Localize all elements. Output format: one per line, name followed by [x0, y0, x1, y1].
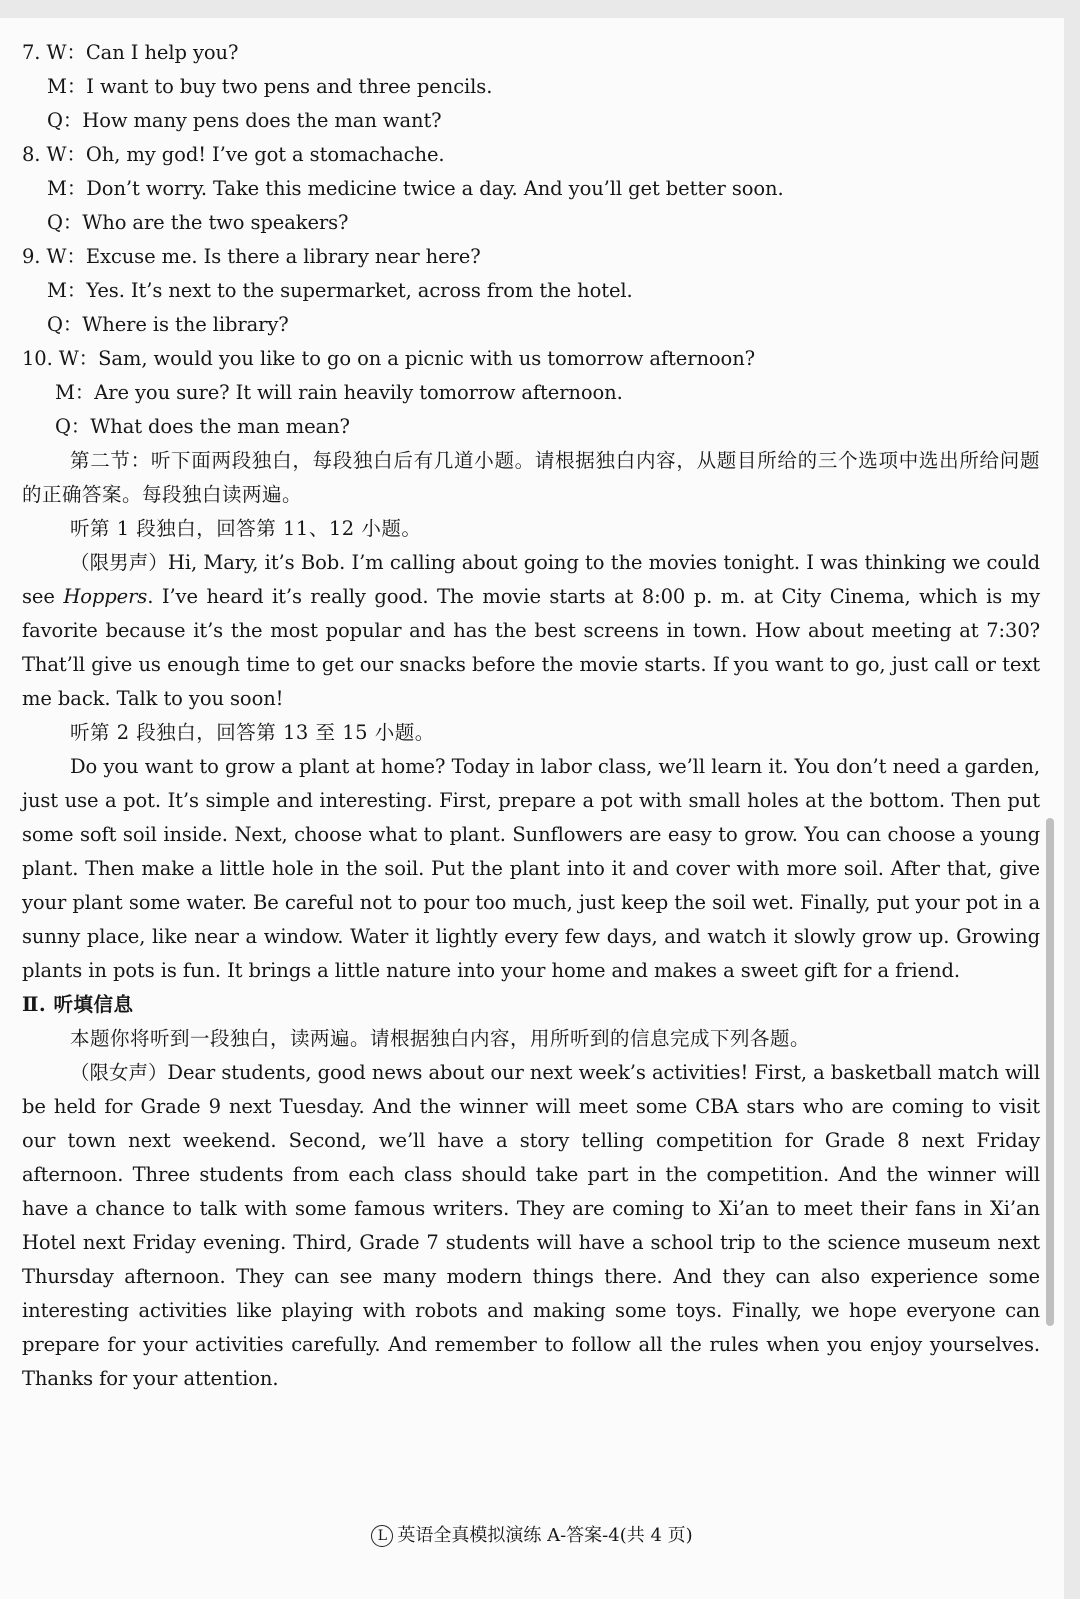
monologue2-heading: 听第 2 段独白，回答第 13 至 15 小题。 — [70, 721, 435, 744]
part2-heading: Ⅱ. 听填信息 — [22, 993, 134, 1016]
footer-text: 英语全真模拟演练 A-答案-4(共 4 页) — [397, 1525, 693, 1546]
dialogue-line: M：Are you sure? It will rain heavily tomorrow afternoon. — [55, 381, 623, 404]
dialogue-line: Q：How many pens does the man want? — [47, 109, 442, 132]
dialogue-line: 7. W：Can I help you? — [22, 41, 239, 64]
document-content — [22, 36, 1040, 1396]
dialogue-line: Q：Who are the two speakers? — [47, 211, 349, 234]
dialogue-line: 9. W：Excuse me. Is there a library near here? — [22, 245, 481, 268]
part2-text: （限女声）Dear students, good news about our next week’s activities! First, a basketball match will be held for Grade 9 next Tuesday. And the winner will meet some CBA stars who are coming to visit our town next weekend. Second, we’ll have a story telling competition for Grade 8 next Friday afternoon. Three students from each class should take part in the competition. And the winner will have a chance to talk with some famous writers. They are coming to Xi’an to meet their fans in Xi’an Hotel next Friday evening. Third, Grade 7 students will have a school trip to the science museum next Thursday afternoon. They can see many modern things there. And they can also experience some interesting activities like playing with robots and making some toys. Finally, we hope everyone can prepare for your activities carefully. And remember to follow all the rules when you enjoy yourselves. Thanks for your attention. — [22, 1061, 1040, 1390]
dialogue-line: Q：What does the man mean? — [55, 415, 350, 438]
publisher-logo-icon: L — [371, 1525, 393, 1547]
dialogue-line: 8. W：Oh, my god! I’ve got a stomachache. — [22, 143, 445, 166]
scrollbar[interactable] — [1046, 818, 1054, 1326]
part2-instruction: 本题你将听到一段独白，读两遍。请根据独白内容，用所听到的信息完成下列各题。 — [70, 1027, 811, 1050]
dialogue-line: M：Yes. It’s next to the supermarket, across from the hotel. — [47, 279, 633, 302]
monologue2-text: Do you want to grow a plant at home? Today in labor class, we’ll learn it. You don’t need a garden, just use a pot. It’s simple and interesting. First, prepare a pot with small holes at the bottom. Then put some soft soil inside. Next, choose what to plant. Sunflowers are easy to grow. You can choose a young plant. Then make a little hole in the soil. Put the plant into it and cover with more soil. After that, give your plant some water. Be careful not to pour too much, just keep the soil wet. Finally, put your pot in a sunny place, like near a window. Water it lightly every few days, and watch it slowly grow up. Growing plants in pots is fun. It brings a little nature into your home and makes a sweet gift for a friend. — [22, 755, 1040, 982]
dialogue-line: Q：Where is the library? — [47, 313, 289, 336]
dialogue-line: M：I want to buy two pens and three pencils. — [47, 75, 493, 98]
dialogue-section — [22, 36, 1040, 444]
monologue1-text: （限男声）Hi, Mary, it’s Bob. I’m calling about going to the movies tonight. I was thinking we could see Hoppers. I’ve heard it’s really good. The movie starts at 8:00 p. m. at City Cinema, which is my favorite because it’s the most popular and has the best screens in town. How about meeting at 7:30? That’ll give us enough time to get our snacks before the movie starts. If you want to go, just call or text me back. Talk to you soon! — [22, 551, 1040, 710]
dialogue-line: 10. W：Sam, would you like to go on a picnic with us tomorrow afternoon? — [22, 347, 756, 370]
monologue1-heading: 听第 1 段独白，回答第 11、12 小题。 — [70, 517, 422, 540]
dialogue-line: M：Don’t worry. Take this medicine twice a day. And you’ll get better soon. — [47, 177, 784, 200]
section2-intro: 第二节：听下面两段独白，每段独白后有几道小题。请根据独白内容，从题目所给的三个选项中选出所给问题的正确答案。每段独白读两遍。 — [22, 449, 1040, 506]
document-page — [0, 18, 1064, 1599]
page-footer — [0, 1521, 1064, 1547]
